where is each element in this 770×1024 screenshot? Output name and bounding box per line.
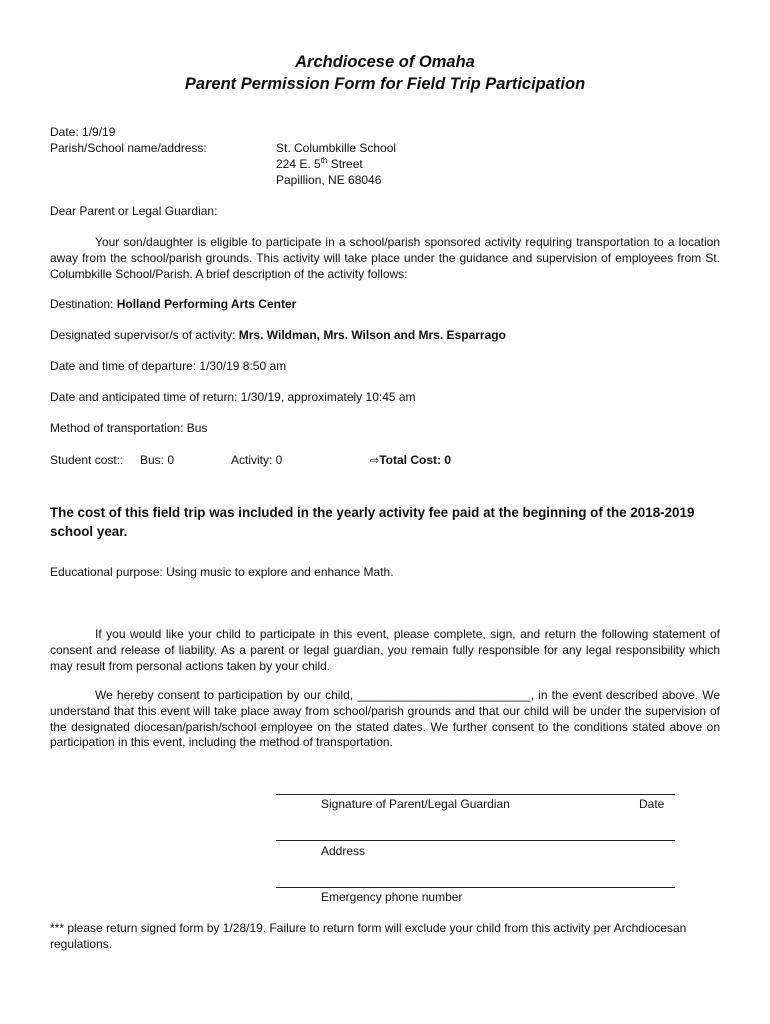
- supervisors-line: [50, 328, 506, 342]
- signature-date-label: Date: [639, 797, 665, 811]
- fee-note: The cost of this field trip was included in the yearly activity fee paid at the beginning of the 2018-2019 school year.: [50, 505, 695, 539]
- educational-purpose: Educational purpose: Using music to explore and enhance Math.: [50, 565, 394, 579]
- total-cost-line: [370, 453, 451, 467]
- form-title-line1: Archdiocese of Omaha: [295, 53, 475, 71]
- parent-signature-line[interactable]: [276, 794, 675, 795]
- destination-line: [50, 297, 296, 311]
- street-name: Street: [327, 157, 363, 171]
- phone-line[interactable]: [276, 887, 675, 888]
- form-date: Date: 1/9/19: [50, 125, 116, 139]
- return-line: Date and anticipated time of return: 1/30/19, approximately 10:45 am: [50, 390, 416, 404]
- total-cost: Total Cost: 0: [379, 453, 451, 467]
- school-name: St. Columbkille School: [276, 141, 397, 155]
- school-street: [276, 157, 363, 171]
- consent-intro-paragraph: If you would like your child to participate in this event, please complete, sign, and return the following statement of consent and release of liability. As a parent or legal guardian, you remain fully responsible for any legal responsibility which may result from personal actions taken by your child.: [50, 627, 720, 673]
- phone-label: Emergency phone number: [321, 890, 463, 904]
- transport-line: Method of transportation: Bus: [50, 421, 208, 435]
- destination-label: Destination:: [50, 297, 117, 311]
- street-number: 224 E. 5: [276, 157, 321, 171]
- supervisors-label: Designated supervisor/s of activity:: [50, 328, 239, 342]
- form-title-line2: Parent Permission Form for Field Trip Participation: [184, 75, 586, 93]
- supervisors-value: Mrs. Wildman, Mrs. Wilson and Mrs. Esparrago: [238, 328, 506, 342]
- address-label: Address: [321, 844, 366, 858]
- street-suffix: th: [320, 156, 328, 165]
- consent-statement-paragraph: We hereby consent to participation by our child, __________________________, in the event described above. We understand that this event will take place away from school/parish grounds and that our child will be under the supervision of the designated diocesan/parish/school employee on the stated dates. We further consent to the conditions stated above on participation in this event, including the method of transportation.: [50, 688, 720, 750]
- parent-signature-label: Signature of Parent/Legal Guardian: [321, 797, 510, 811]
- salutation: Dear Parent or Legal Guardian:: [50, 204, 218, 218]
- cost-label: Student cost::: [50, 453, 124, 467]
- return-deadline-note: *** please return signed form by 1/28/19. Failure to return form will exclude your child from this activity per Archdiocesan regulations.: [50, 921, 687, 951]
- departure-line: Date and time of departure: 1/30/19 8:50 am: [50, 359, 287, 373]
- destination-value: Holland Performing Arts Center: [116, 297, 297, 311]
- intro-paragraph: Your son/daughter is eligible to participate in a school/parish sponsored activity requiring transportation to a location away from the school/parish grounds. This activity will take place under the guidance and supervision of employees from St. Columbkille School/Parish. A brief description of the activity follows:: [50, 235, 720, 281]
- activity-cost: Activity: 0: [231, 453, 283, 467]
- address-line[interactable]: [276, 840, 675, 841]
- school-city: Papillion, NE 68046: [276, 173, 382, 187]
- bus-cost: Bus: 0: [140, 453, 175, 467]
- arrow-right-icon: ⇨: [370, 454, 380, 467]
- school-label: Parish/School name/address:: [50, 141, 207, 155]
